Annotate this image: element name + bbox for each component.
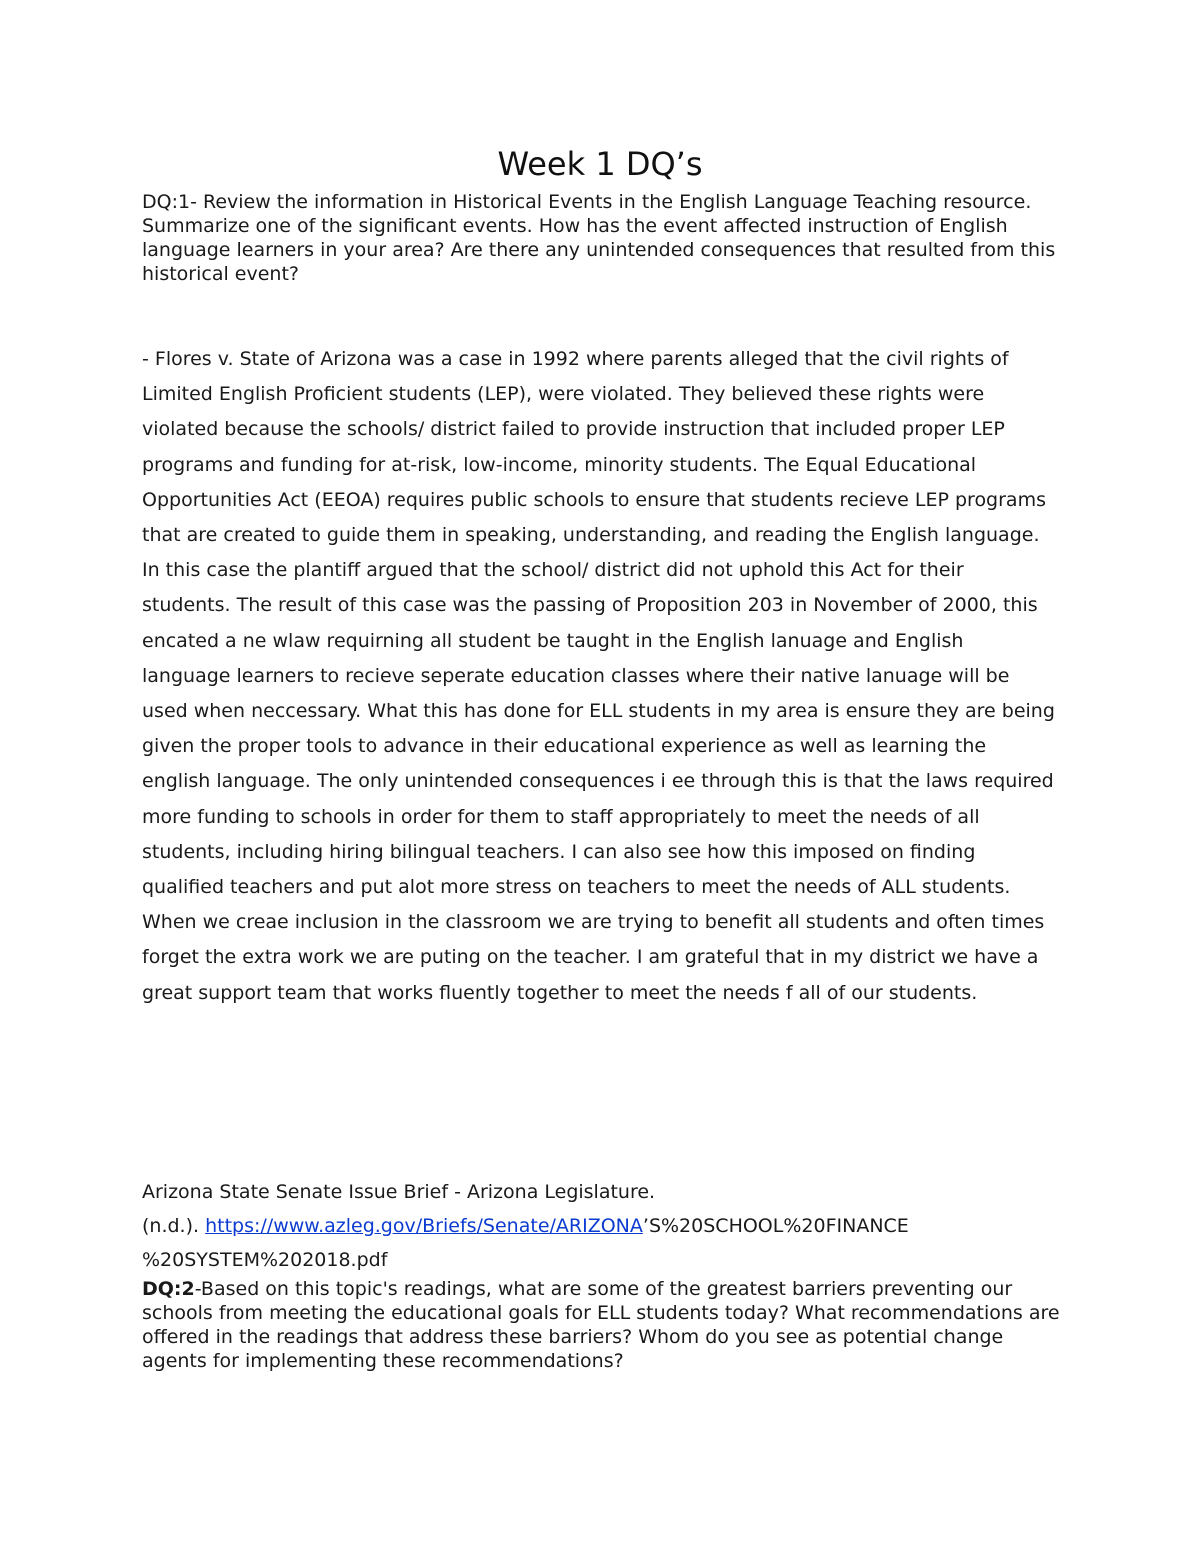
reference-link[interactable]: https://www.azleg.gov/Briefs/Senate/ARIZONA xyxy=(205,1215,643,1237)
reference-title: Arizona State Senate Issue Brief - Arizona Legislature. xyxy=(142,1181,656,1203)
reference-date: (n.d.). xyxy=(142,1215,206,1237)
reference-link-suffix: ’S%20SCHOOL%20FINANCE xyxy=(642,1215,909,1237)
dq2-text: -Based on this topic's readings, what are some of the greatest barriers preventing our schools from meeting the educational goals for ELL students today? What recommendations are offered in the readings that address these barriers? Whom do you see as potential change agents for implementing these recommendations? xyxy=(142,1278,1060,1372)
dq2-prompt xyxy=(142,1277,1072,1373)
dq1-answer: - Flores v. State of Arizona was a case in 1992 where parents alleged that the civil rights of Limited English Proficient students (LEP), were violated. They believed these rights were violated because the schools/ district failed to provide instruction that included proper LEP programs and funding for at-risk, low-income, minority students. The Equal Educational Opportunities Act (EEOA) requires public schools to ensure that students recieve LEP programs that are created to guide them in speaking, understanding, and reading the English language. In this case the plantiff argued that the school/ district did not uphold this Act for their students. The result of this case was the passing of Proposition 203 in November of 2000, this encated a ne wlaw requirning all student be taught in the English lanuage and English language learners to recieve seperate education classes where their native lanuage will be used when neccessary. What this has done for ELL students in my area is ensure they are being given the proper tools to advance in their educational experience as well as learning the english language. The only unintended consequences i ee through this is that the laws required more funding to schools in order for them to staff appropriately to meet the needs of all students, including hiring bilingual teachers. I can also see how this imposed on finding qualified teachers and put alot more stress on teachers to meet the needs of ALL students. When we creae inclusion in the classroom we are trying to benefit all students and often times forget the extra work we are puting on the teacher. I am grateful that in my district we have a great support team that works fluently together to meet the needs f all of our students. xyxy=(142,348,1055,1004)
reference-citation xyxy=(142,1209,1072,1243)
reference-url-continued: %20SYSTEM%202018.pdf xyxy=(142,1249,388,1271)
page-title: Week 1 DQ’s xyxy=(497,145,703,183)
dq1-prompt: DQ:1- Review the information in Historical Events in the English Language Teaching resource. Summarize one of the significant events. How has the event affected instruction of English language learners in your area? Are there any unintended consequences that resulted from this historical event? xyxy=(142,191,1056,285)
dq2-label: DQ:2 xyxy=(142,1278,195,1300)
